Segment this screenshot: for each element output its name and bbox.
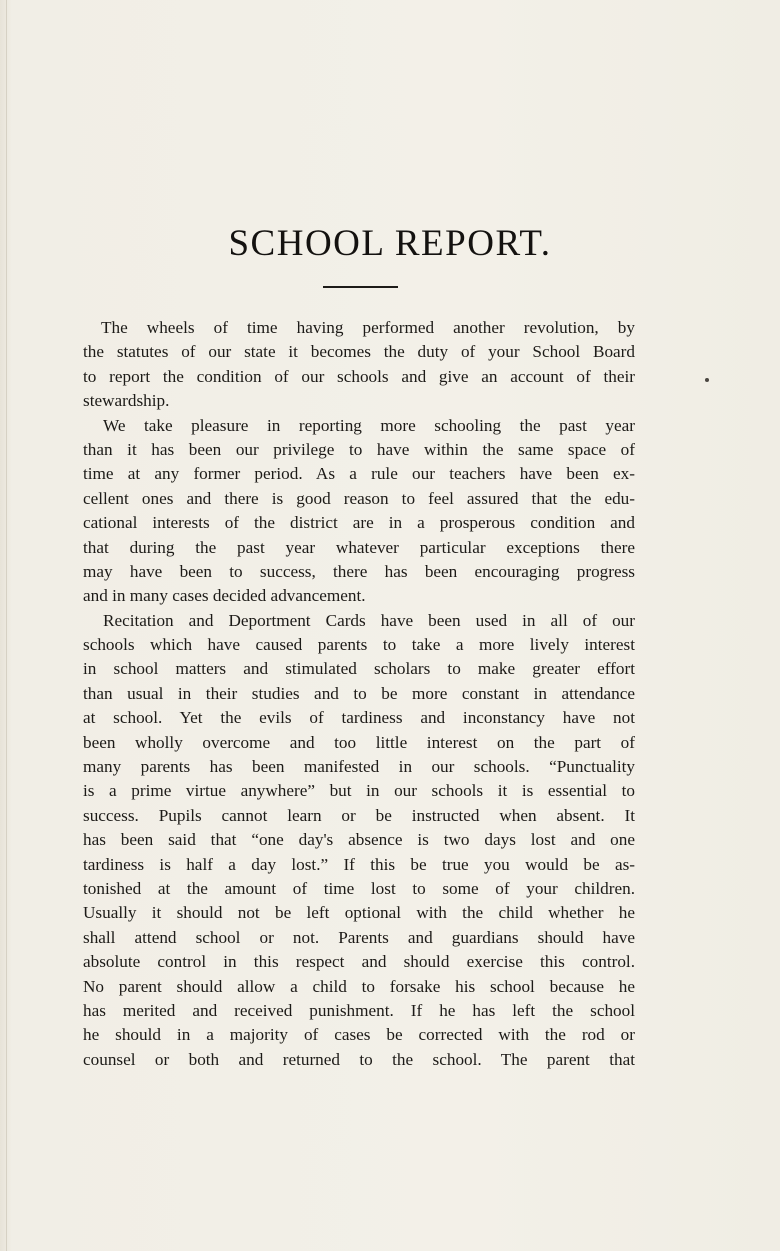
text-line: absolute control in this respect and should exercise this control.	[83, 952, 635, 972]
text-line: tardiness is half a day lost.” If this be true you would be as-	[83, 854, 635, 874]
text-line: cellent ones and there is good reason to feel assured that the edu-	[83, 488, 635, 508]
text-line: shall attend school or not. Parents and guardians should have	[83, 927, 635, 947]
text-line: has merited and received punishment. If he has left the school	[83, 1000, 635, 1020]
text-line: many parents has been manifested in our schools. “Punctuality	[83, 757, 635, 777]
text-line: the statutes of our state it becomes the duty of your School Board	[83, 342, 635, 362]
text-line: than it has been our privilege to have within the same space of	[83, 439, 635, 459]
text-line: at school. Yet the evils of tardiness and inconstancy have not	[83, 708, 635, 728]
title-divider	[323, 286, 398, 288]
text-line: he should in a majority of cases be corrected with the rod or	[83, 1025, 635, 1045]
page-binding-edge	[6, 0, 7, 1251]
text-line: tonished at the amount of time lost to some of your children.	[83, 878, 635, 898]
text-line: has been said that “one day's absence is two days lost and one	[83, 830, 635, 850]
text-line: The wheels of time having performed another revolution, by	[101, 318, 635, 337]
text-line: Usually it should not be left optional with the child whether he	[83, 903, 635, 923]
text-line: schools which have caused parents to take a more lively interest	[83, 635, 635, 655]
text-line: than usual in their studies and to be more constant in attendance	[83, 683, 635, 703]
text-line: to report the condition of our schools and give an account of their	[83, 366, 635, 386]
text-line: been wholly overcome and too little interest on the part of	[83, 732, 635, 752]
text-line: Recitation and Deportment Cards have been used in all of our	[103, 610, 635, 630]
text-line: and in many cases decided advancement.	[83, 586, 366, 606]
ink-speck	[705, 378, 709, 382]
text-line: time at any former period. As a rule our teachers have been ex-	[83, 464, 635, 484]
text-line: that during the past year whatever particular exceptions there	[83, 537, 635, 557]
report-body	[83, 316, 635, 1072]
text-line: cational interests of the district are in a prosperous condition and	[83, 513, 635, 533]
text-line: in school matters and stimulated scholars to make greater effort	[83, 659, 635, 679]
text-line: stewardship.	[83, 391, 170, 411]
text-line: We take pleasure in reporting more schooling the past year	[103, 415, 635, 435]
text-line: success. Pupils cannot learn or be instructed when absent. It	[83, 805, 635, 825]
page-title: SCHOOL REPORT.	[228, 223, 552, 264]
text-line: is a prime virtue anywhere” but in our schools it is essential to	[83, 781, 635, 801]
text-line: counsel or both and returned to the school. The parent that	[83, 1049, 635, 1069]
text-line: No parent should allow a child to forsake his school because he	[83, 976, 635, 996]
text-line: may have been to success, there has been encouraging progress	[83, 561, 635, 581]
